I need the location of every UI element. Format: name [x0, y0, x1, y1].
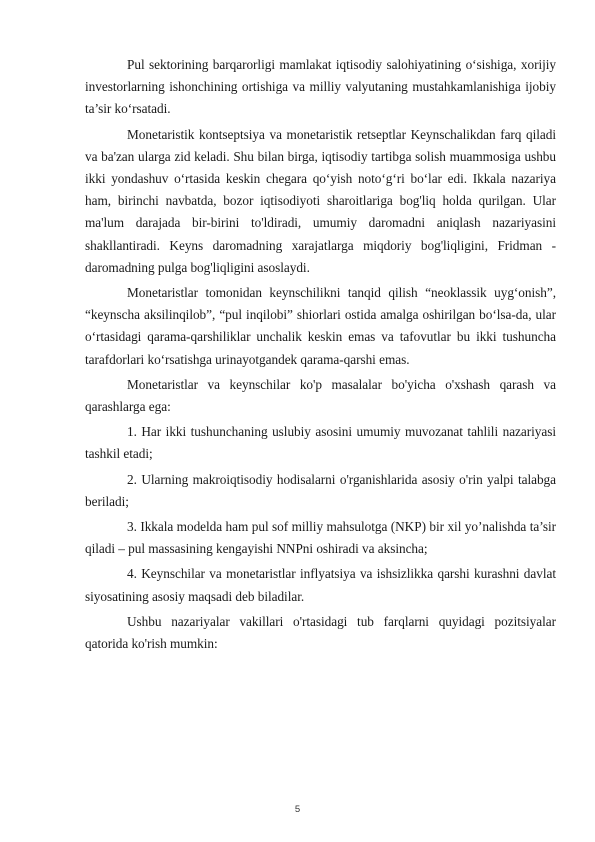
paragraph-monetarism-vs-keynesianism: Monetaristik kontseptsiya va monetaristik retseptlar Keynschalikdan farq qiladi va ba'zan ularga zid keladi. Shu bilan birga, iqtisodiy tartibga solish muammosiga ushbu ikki yondashuv o‘rtasida keskin chegara qo‘yish noto‘g‘ri bo‘lar edi. Ikkala nazariya ham, birinchi navbatda, bozor iqtisodiyoti sharoitlariga bog'liq holda qurilgan. Ular ma'lum darajada bir-birini to'ldiradi, umumiy daromadni aniqlash nazariyasini shakllantiradi. Keyns daromadning xarajatlarga miqdoriy bog'liqligini, Fridman - daromadning pulga bog'liqligini asoslaydi. — [85, 126, 556, 275]
list-item-3: 3. Ikkala modelda ham pul sof milliy mahsulotga (NKP) bir xil yo’nalishda ta’sir qiladi – pul massasining kengayishi NNPni oshiradi va aksincha; — [85, 519, 556, 557]
page-number: 5 — [294, 804, 301, 815]
list-item-2: 2. Ularning makroiqtisodiy hodisalarni o'rganishlarida asosiy o'rin yalpi talabga beriladi; — [85, 471, 556, 509]
paragraph-similar-views-intro: Monetaristlar va keynschilar ko'p masalalar bo'yicha o'xshash qarash va qarashlarga ega: — [85, 376, 556, 415]
paragraph-differences-intro: Ushbu nazariyalar vakillari o'rtasidagi tub farqlarni quyidagi pozitsiyalar qatorida ko'rish mumkin: — [85, 613, 556, 652]
paragraph-currency-stability: Pul sektorining barqarorligi mamlakat iqtisodiy salohiyatining o‘sishiga, xorijiy investorlarning ishonchining ortishiga va milliy valyutaning mustahkamlanishiga ijobiy ta’sir ko‘rsatadi. — [85, 57, 556, 117]
document-page — [85, 54, 556, 658]
paragraph-critique-of-keynesianism: Monetaristlar tomonidan keynschilikni tanqid qilish “neoklassik uyg‘onish”, “keynscha aksilinqilob”, “pul inqilobi” shiorlari ostida amalga oshirilgan bo‘lsa-da, ular o‘rtasidagi qarama-qarshiliklar unchalik keskin emas va tafovutlar bu ikki tushuncha tarafdorlari ko‘rsatishga urinayotgandek qarama-qarshi emas. — [85, 285, 556, 367]
list-item-4: 4. Keynschilar va monetaristlar inflyatsiya va ishsizlikka qarshi kurashni davlat siyosatining asosiy maqsadi deb biladilar. — [85, 566, 556, 604]
list-item-1: 1. Har ikki tushunchaning uslubiy asosini umumiy muvozanat tahlili nazariyasi tashkil etadi; — [85, 424, 556, 462]
